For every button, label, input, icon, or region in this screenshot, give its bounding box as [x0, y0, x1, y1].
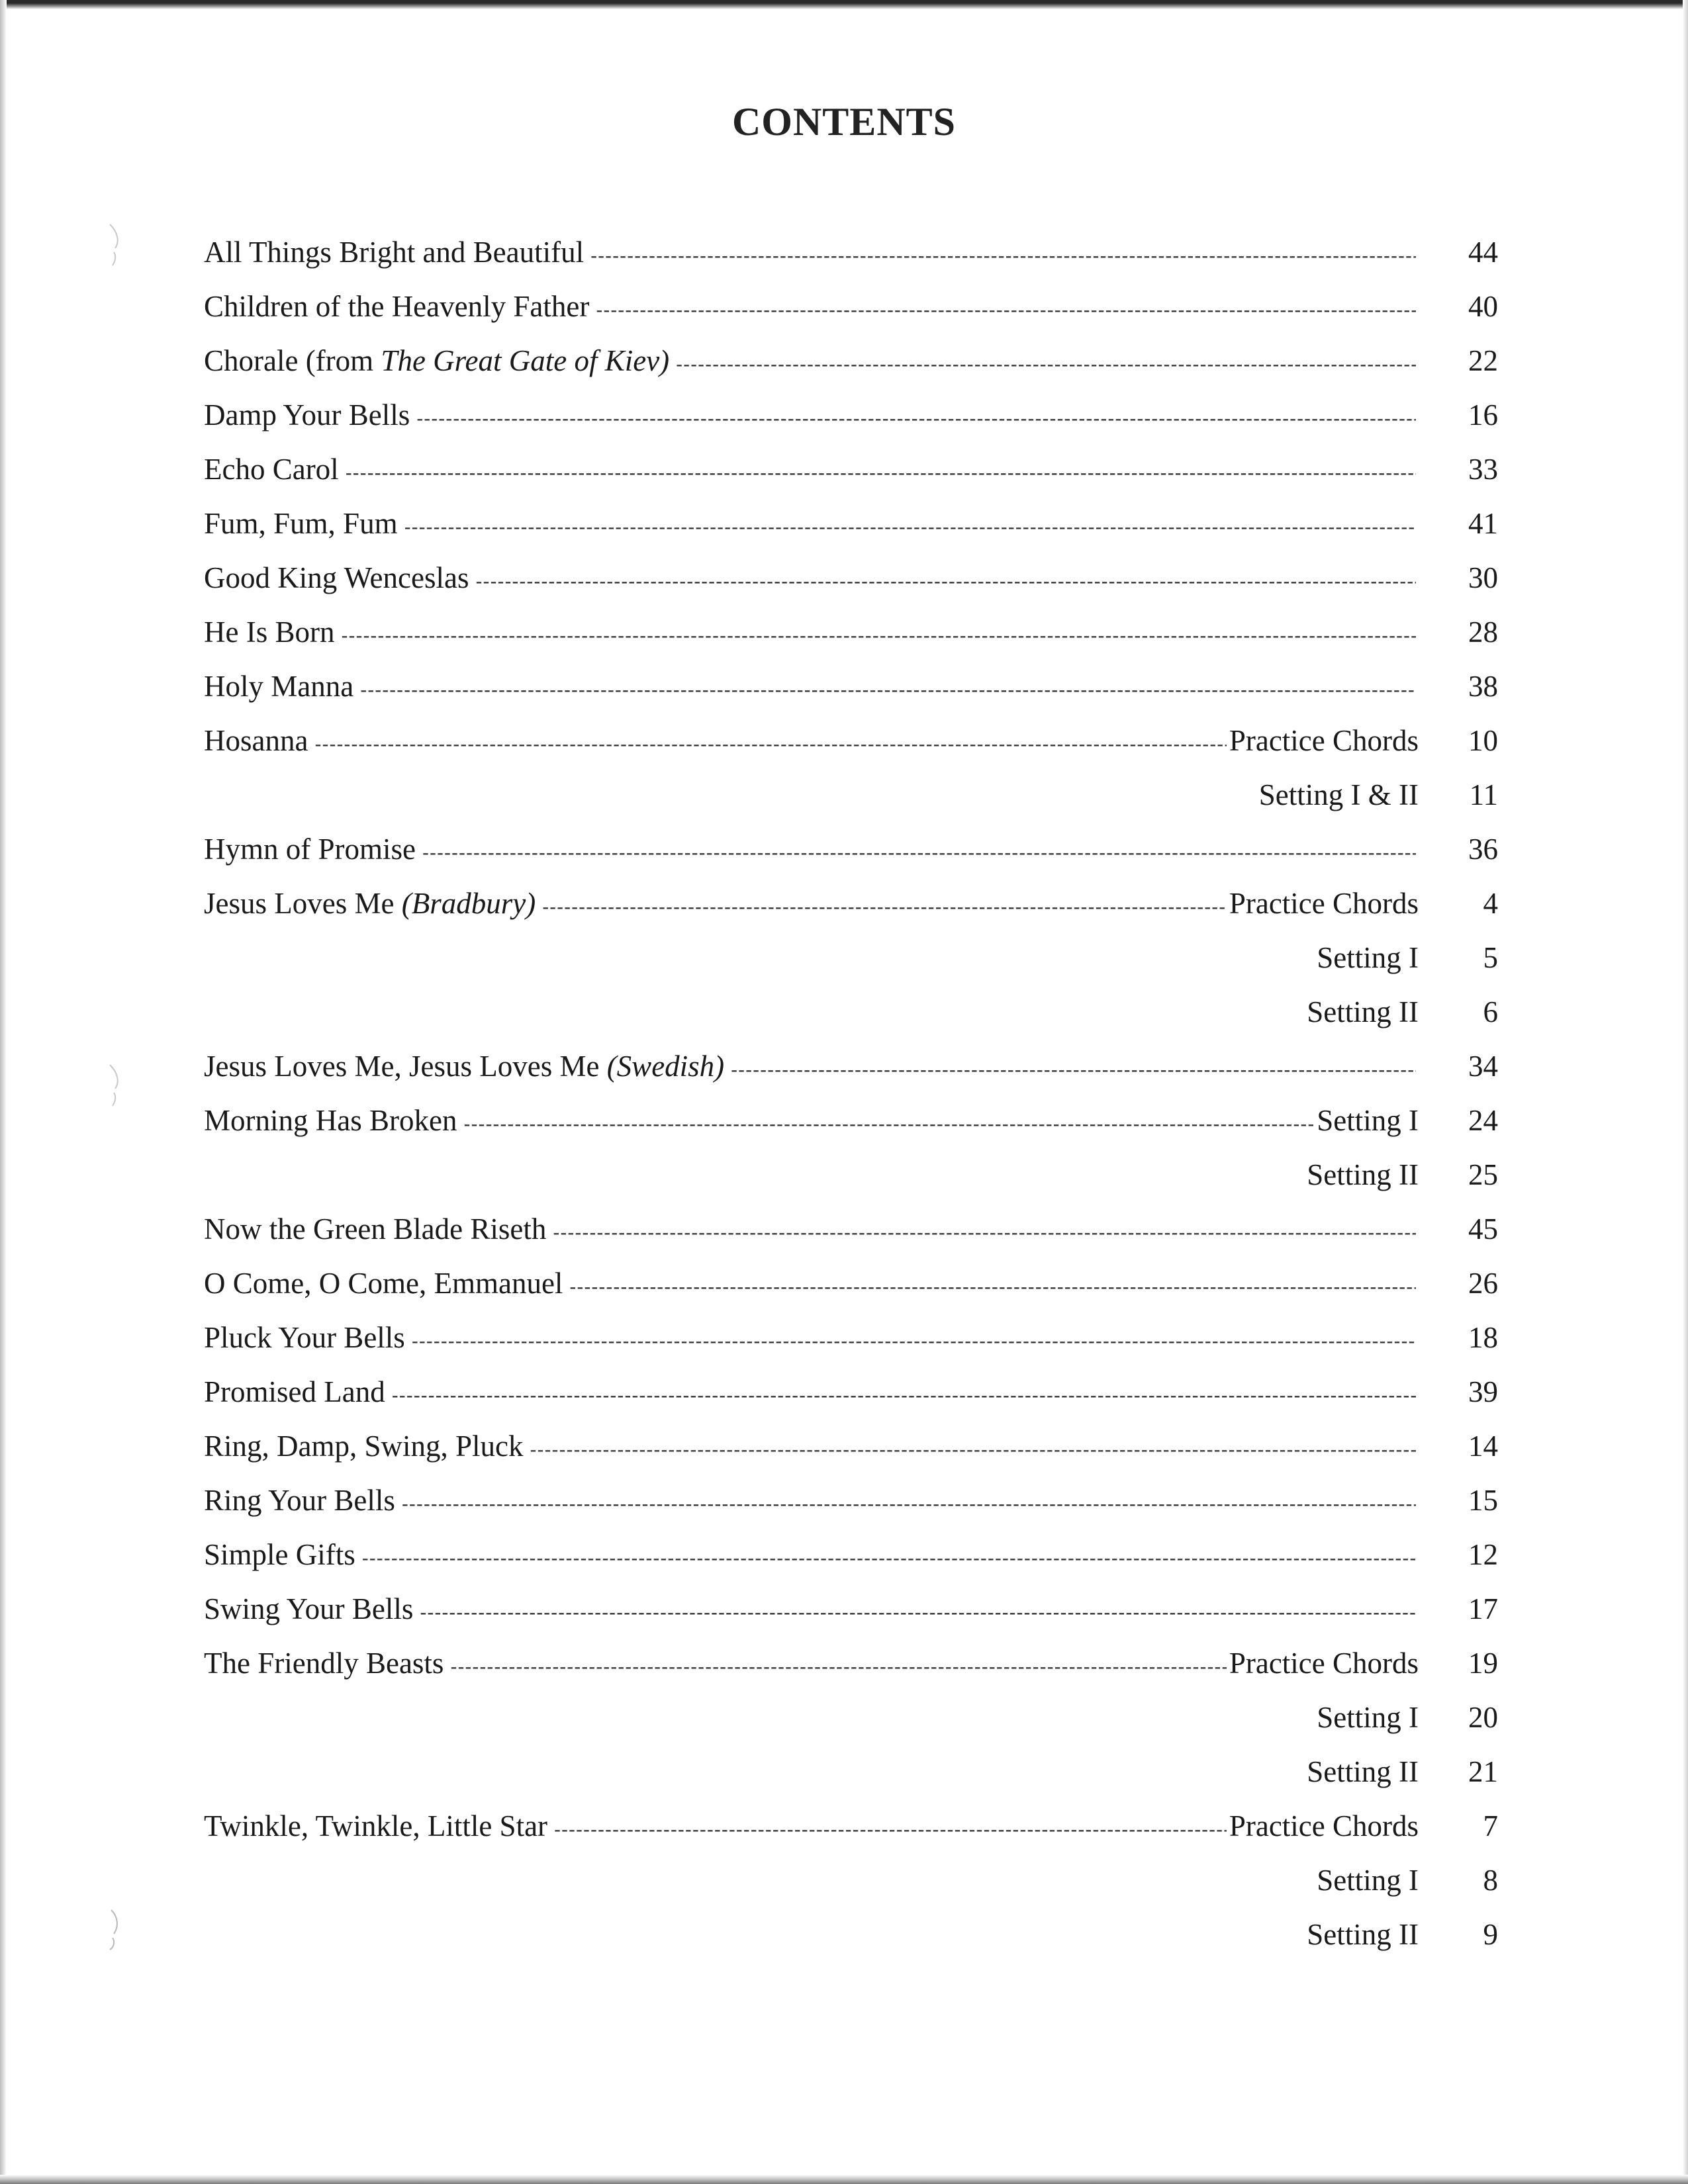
entry-title — [204, 343, 669, 378]
entry-page-number: 9 — [1483, 1918, 1498, 1951]
punch-hole-mark — [106, 1906, 126, 1952]
entry-title-text: Ring Your Bells — [204, 1484, 395, 1517]
entry-page-number: 26 — [1468, 1267, 1498, 1300]
toc-entry — [204, 1429, 1498, 1483]
dot-leader — [596, 299, 1416, 322]
toc-entry — [204, 235, 1498, 289]
entry-title-text: Jesus Loves Me — [204, 887, 402, 920]
entry-title — [204, 886, 536, 921]
entry-title-text: Morning Has Broken — [204, 1104, 457, 1137]
entry-page-number: 24 — [1468, 1104, 1498, 1137]
dot-leader — [362, 1547, 1416, 1570]
toc-entry — [204, 1266, 1498, 1320]
dot-leader — [420, 1602, 1416, 1624]
entry-page-number: 12 — [1468, 1538, 1498, 1571]
entry-title-text: The Friendly Beasts — [204, 1647, 444, 1680]
entry-page-number: 30 — [1468, 561, 1498, 594]
toc-entry — [204, 832, 1498, 886]
toc-entry — [204, 1592, 1498, 1646]
page-title: CONTENTS — [731, 100, 957, 144]
entry-page-number: 18 — [1468, 1321, 1498, 1354]
scan-edge-left — [0, 0, 7, 2184]
entry-setting-label: Practice Chords — [1229, 1647, 1419, 1680]
entry-title-text: Hosanna — [204, 724, 308, 757]
entry-title — [204, 1646, 444, 1680]
toc-entry — [204, 1320, 1498, 1375]
entry-setting-label: Setting I — [1317, 1104, 1419, 1137]
entry-page-number: 25 — [1468, 1158, 1498, 1191]
entry-page-number: 38 — [1468, 670, 1498, 703]
entry-page-number: 22 — [1468, 344, 1498, 377]
entry-setting-label: Practice Chords — [1229, 724, 1419, 757]
dot-leader — [402, 1493, 1416, 1516]
toc-entry — [204, 1809, 1498, 1863]
entry-page-number: 28 — [1468, 615, 1498, 649]
entry-title-text: Jesus Loves Me, Jesus Loves Me — [204, 1050, 607, 1083]
entry-page-number: 11 — [1469, 778, 1498, 811]
toc-entry — [204, 506, 1498, 561]
entry-title-italic: (Bradbury) — [401, 887, 536, 920]
entry-page-number: 4 — [1483, 887, 1498, 920]
toc-entry — [204, 561, 1498, 615]
entry-title-text: All Things Bright and Beautiful — [204, 236, 585, 269]
toc-entry — [204, 1049, 1498, 1103]
entry-page-number: 8 — [1483, 1864, 1498, 1897]
dot-leader — [404, 516, 1416, 539]
scan-edge-top — [0, 0, 1688, 9]
toc-sub-entry — [204, 1754, 1498, 1809]
dot-leader — [341, 625, 1416, 647]
dot-leader — [412, 1330, 1416, 1353]
dot-leader — [346, 462, 1416, 484]
entry-title — [204, 235, 584, 269]
entry-title — [204, 452, 339, 486]
entry-title-text: Ring, Damp, Swing, Pluck — [204, 1430, 524, 1463]
entry-title-text: Holy Manna — [204, 670, 354, 703]
entry-setting-label: Practice Chords — [1229, 1809, 1419, 1843]
entry-setting-label: Setting I & II — [1258, 778, 1419, 811]
toc-entry — [204, 1646, 1498, 1700]
entry-page-number: 14 — [1468, 1430, 1498, 1463]
toc-entry — [204, 615, 1498, 669]
entry-title-text: Pluck Your Bells — [204, 1321, 405, 1354]
entry-page-number: 44 — [1468, 236, 1498, 269]
toc-sub-entry — [204, 940, 1498, 995]
entry-setting-label: Setting II — [1307, 995, 1419, 1028]
entry-title-text: Damp Your Bells — [204, 398, 410, 432]
entry-title-italic: The Great Gate of Kiev) — [381, 344, 670, 377]
dot-leader — [569, 1276, 1416, 1298]
entry-title — [204, 398, 410, 432]
entry-title — [204, 1375, 385, 1409]
entry-title-text: Good King Wenceslas — [204, 561, 469, 594]
entry-page-number: 40 — [1468, 290, 1498, 323]
toc-sub-entry — [204, 1700, 1498, 1754]
entry-setting-label: Setting I — [1317, 941, 1419, 974]
entry-title — [204, 561, 469, 595]
toc-entry — [204, 452, 1498, 506]
scan-edge-bottom — [0, 2175, 1688, 2184]
dot-leader — [475, 570, 1416, 593]
table-of-contents — [204, 235, 1498, 1972]
toc-entry — [204, 1537, 1498, 1592]
entry-title-text: Simple Gifts — [204, 1538, 355, 1571]
entry-page-number: 20 — [1468, 1701, 1498, 1734]
entry-title — [204, 1103, 457, 1138]
toc-sub-entry — [204, 1917, 1498, 1972]
entry-title-text: O Come, O Come, Emmanuel — [204, 1267, 563, 1300]
dot-leader — [422, 842, 1416, 864]
entry-page-number: 41 — [1468, 507, 1498, 540]
toc-entry — [204, 1375, 1498, 1429]
dot-leader — [530, 1439, 1416, 1461]
entry-title — [204, 723, 308, 758]
dot-leader — [590, 245, 1416, 267]
toc-sub-entry — [204, 1158, 1498, 1212]
entry-title-text: Children of the Heavenly Father — [204, 290, 590, 323]
entry-title — [204, 1320, 405, 1355]
entry-page-number: 33 — [1468, 453, 1498, 486]
punch-hole-mark — [106, 1062, 126, 1109]
dot-leader — [416, 408, 1416, 430]
entry-title — [204, 1483, 395, 1518]
entry-page-number: 45 — [1468, 1212, 1498, 1246]
dot-leader — [360, 679, 1416, 702]
entry-title-text: Twinkle, Twinkle, Little Star — [204, 1809, 548, 1843]
toc-entry — [204, 669, 1498, 723]
dot-leader — [731, 1059, 1416, 1081]
dot-leader — [450, 1656, 1226, 1678]
entry-title-text: Now the Green Blade Riseth — [204, 1212, 547, 1246]
toc-sub-entry — [204, 995, 1498, 1049]
entry-title-text: Swing Your Bells — [204, 1592, 414, 1625]
entry-setting-label: Setting II — [1307, 1158, 1419, 1191]
dot-leader — [542, 896, 1227, 919]
toc-entry — [204, 343, 1498, 398]
entry-page-number: 19 — [1468, 1647, 1498, 1680]
entry-title — [204, 1429, 524, 1463]
toc-entry — [204, 289, 1498, 343]
entry-title — [204, 1049, 724, 1083]
entry-title-text: Promised Land — [204, 1375, 385, 1408]
entry-page-number: 21 — [1468, 1755, 1498, 1788]
toc-entry — [204, 1483, 1498, 1537]
entry-page-number: 36 — [1468, 833, 1498, 866]
entry-title-text: Chorale (from — [204, 344, 381, 377]
entry-title-italic: (Swedish) — [606, 1050, 725, 1083]
entry-setting-label: Setting I — [1317, 1701, 1419, 1734]
entry-title — [204, 1809, 547, 1843]
entry-title — [204, 1592, 413, 1626]
toc-entry — [204, 398, 1498, 452]
dot-leader — [554, 1819, 1227, 1841]
toc-entry — [204, 1212, 1498, 1266]
entry-title — [204, 1266, 563, 1300]
toc-entry — [204, 886, 1498, 940]
entry-page-number: 39 — [1468, 1375, 1498, 1408]
entry-setting-label: Setting II — [1307, 1918, 1419, 1951]
dot-leader — [463, 1113, 1314, 1136]
entry-page-number: 15 — [1468, 1484, 1498, 1517]
entry-setting-label: Practice Chords — [1229, 887, 1419, 920]
scan-edge-right — [1683, 0, 1688, 2184]
toc-sub-entry — [204, 1863, 1498, 1917]
entry-title — [204, 669, 353, 704]
dot-leader — [392, 1385, 1416, 1407]
entry-title-text: He Is Born — [204, 615, 335, 649]
entry-title — [204, 1212, 546, 1246]
entry-page-number: 10 — [1468, 724, 1498, 757]
entry-setting-label: Setting I — [1317, 1864, 1419, 1897]
punch-hole-mark — [106, 222, 126, 268]
entry-title-text: Echo Carol — [204, 453, 339, 486]
dot-leader — [676, 353, 1416, 376]
entry-title — [204, 832, 416, 866]
entry-page-number: 34 — [1468, 1050, 1498, 1083]
entry-title — [204, 1537, 355, 1572]
entry-title — [204, 506, 398, 541]
entry-page-number: 7 — [1483, 1809, 1498, 1843]
entry-page-number: 5 — [1483, 941, 1498, 974]
entry-page-number: 16 — [1468, 398, 1498, 432]
entry-title-text: Fum, Fum, Fum — [204, 507, 398, 540]
entry-title-text: Hymn of Promise — [204, 833, 416, 866]
entry-title — [204, 289, 589, 324]
entry-title — [204, 615, 334, 649]
entry-setting-label: Setting II — [1307, 1755, 1419, 1788]
dot-leader — [553, 1222, 1416, 1244]
dot-leader — [314, 733, 1226, 756]
toc-entry — [204, 723, 1498, 778]
entry-page-number: 6 — [1483, 995, 1498, 1028]
toc-entry — [204, 1103, 1498, 1158]
entry-page-number: 17 — [1468, 1592, 1498, 1625]
toc-sub-entry — [204, 778, 1498, 832]
